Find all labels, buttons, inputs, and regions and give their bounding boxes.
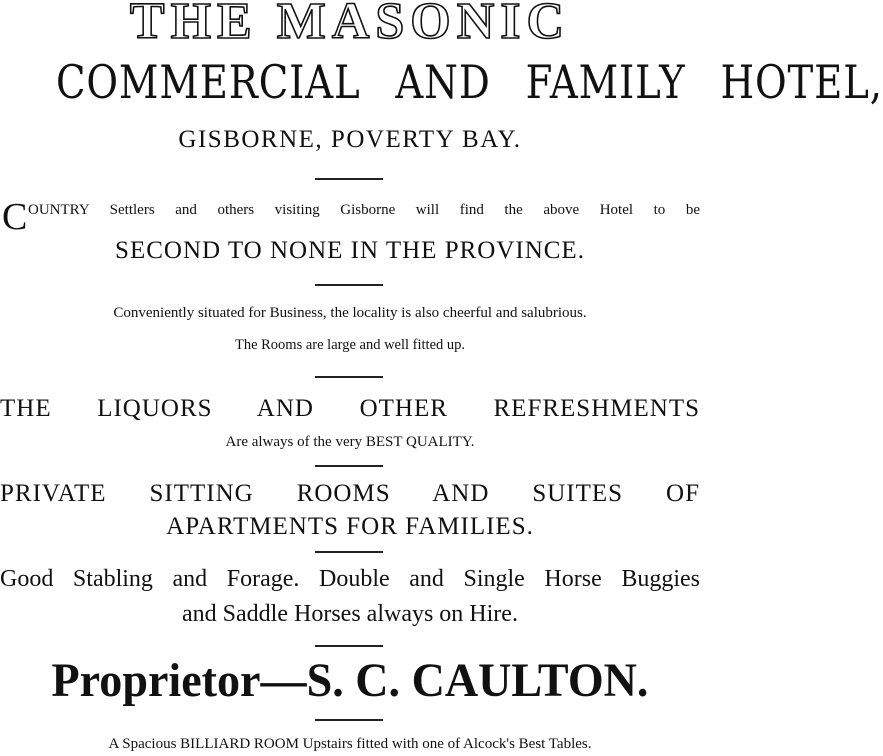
billiard-room-text: A Spacious BILLIARD ROOM Upstairs fitted with one of Alcock's Best Tables.: [108, 736, 592, 752]
liquors-heading: THE LIQUORS AND OTHER REFRESHMENTS: [0, 395, 700, 422]
divider-rule: [315, 551, 383, 553]
second-to-none-heading: SECOND TO NONE IN THE PROVINCE.: [115, 237, 585, 264]
divider-rule: [315, 465, 383, 467]
proprietor-heading: Proprietor—S. C. CAULTON.: [51, 654, 649, 707]
apartments-heading: APARTMENTS FOR FAMILIES.: [166, 513, 534, 540]
drop-cap: C: [2, 196, 28, 238]
subtitle-text: COMMERCIAL AND FAMILY HOTEL,: [56, 55, 883, 109]
stabling-line-1: Good Stabling and Forage. Double and Single Horse Buggies: [0, 566, 700, 592]
private-rooms-heading: PRIVATE SITTING ROOMS AND SUITES OF: [0, 480, 700, 507]
subtitle: [56, 55, 883, 109]
divider-rule: [315, 376, 383, 378]
divider-rule: [315, 178, 383, 180]
rooms-text: The Rooms are large and well fitted up.: [234, 337, 466, 353]
convenient-text: Conveniently situated for Business, the locality is also cheerful and salubrious.: [113, 305, 587, 321]
divider-rule: [315, 719, 383, 721]
divider-rule: [315, 284, 383, 286]
stabling-line-2: and Saddle Horses always on Hire.: [182, 601, 518, 627]
masthead-title: THE MASONIC: [129, 0, 571, 50]
location: GISBORNE, POVERTY BAY.: [178, 126, 522, 153]
intro-text: OUNTRY Settlers and others visiting Gisborne will find the above Hotel to be: [28, 202, 700, 218]
quality-text: Are always of the very BEST QUALITY.: [225, 434, 475, 450]
divider-rule: [315, 645, 383, 647]
